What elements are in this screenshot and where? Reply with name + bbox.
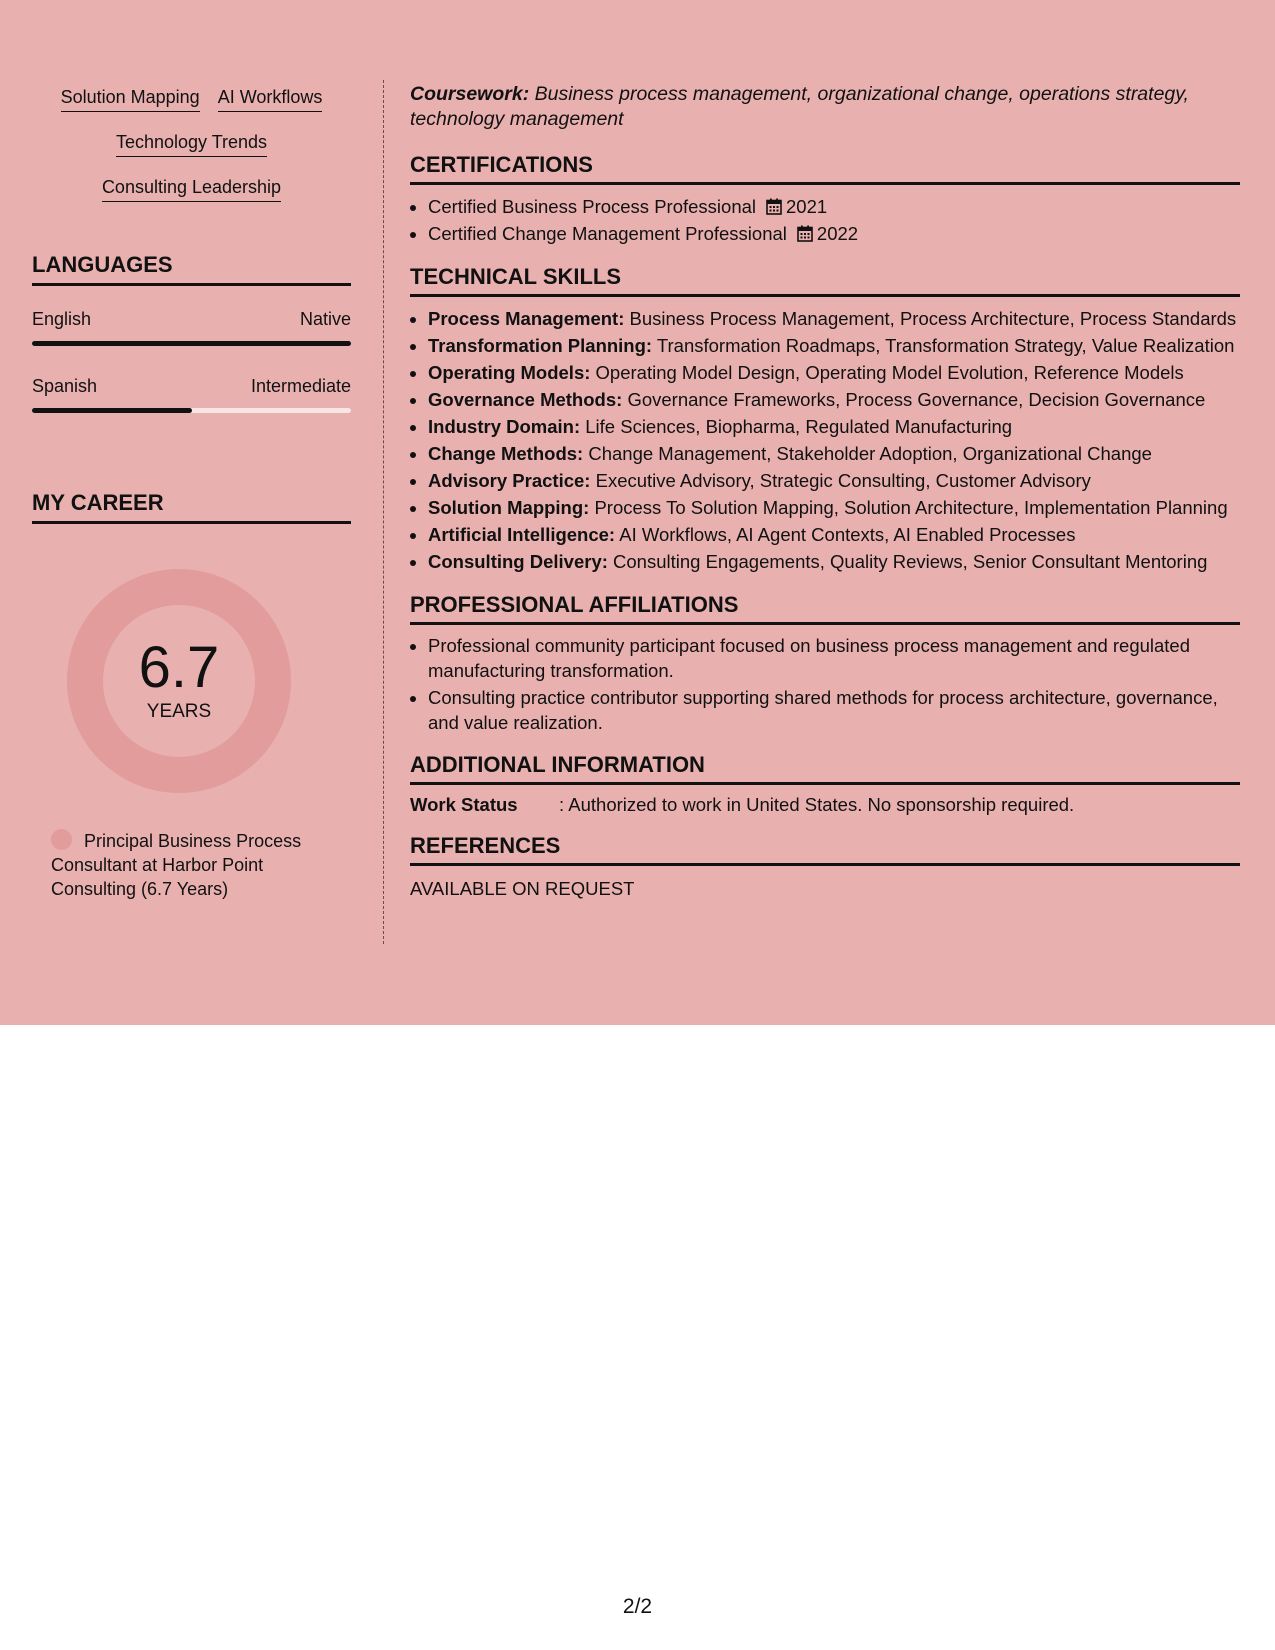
affiliations-list [410,633,1240,735]
career-years-value: 6.7 [138,635,220,700]
tag-row-2 [32,131,351,157]
dot-marker-icon [51,829,72,850]
language-bar-fill [32,408,192,413]
skill-tag: AI Workflows [218,86,323,112]
skill-text: Consulting Engagements, Quality Reviews, Senior Consultant Mentoring [613,551,1208,572]
skill-text: Governance Frameworks, Process Governance, Decision Governance [627,389,1206,410]
certification-name: Certified Business Process Professional [428,196,757,217]
skill-tag: Consulting Leadership [102,176,281,202]
tag-row-3 [32,176,351,202]
skill-label: Change Methods: [428,443,584,464]
language-level: Native [299,309,351,329]
tag-row-1 [32,86,351,112]
language-bar [32,408,351,413]
coursework [410,82,1240,132]
languages-title: LANGUAGES [32,252,351,286]
list-item [428,521,1240,548]
language-name: English [32,309,92,329]
skill-label: Operating Models: [428,362,591,383]
certification-year: 2021 [786,196,828,217]
skill-text: Transformation Roadmaps, Transformation Strategy, Value Realization [656,335,1235,356]
technical-skills-list [410,305,1240,575]
skill-text: Process To Solution Mapping, Solution Architecture, Implementation Planning [594,497,1228,518]
skill-label: Industry Domain: [428,416,581,437]
certification-year: 2022 [816,223,859,244]
list-item [428,386,1240,413]
main-content [410,82,1240,901]
page-number: 2/2 [622,1595,653,1618]
technical-skills-title: TECHNICAL SKILLS [410,264,1240,297]
work-status-value: : Authorized to work in United States. No sponsorship required. [559,794,1075,815]
list-item [428,494,1240,521]
references-title: REFERENCES [410,833,1240,866]
skill-tag: Technology Trends [116,131,267,157]
work-status-row [410,793,1240,817]
skill-text: Operating Model Design, Operating Model Evolution, Reference Models [595,362,1184,383]
column-divider [383,80,384,944]
certification-name: Certified Change Management Professional [428,223,787,244]
list-item [428,305,1240,332]
career-years-unit: YEARS [146,701,212,722]
skill-text: Life Sciences, Biopharma, Regulated Manufacturing [585,416,1013,437]
skill-text: Business Process Management, Process Architecture, Process Standards [629,308,1237,329]
references-text: AVAILABLE ON REQUEST [410,878,635,899]
coursework-label: Coursework: [410,83,530,105]
list-item [428,193,1240,220]
language-spanish [32,375,351,413]
skill-tag: Solution Mapping [61,86,200,112]
language-english [32,308,351,346]
coursework-text: Business process management, organizational change, operations strategy, technology management [410,83,1189,130]
affiliations-title: PROFESSIONAL AFFILIATIONS [410,592,1240,625]
list-item [428,413,1240,440]
skill-label: Solution Mapping: [428,497,590,518]
list-item: • Consulting practice contributor supporting shared methods for process architecture, governance, and value realization. [428,685,1240,735]
career-entry-text: Principal Business Process Consultant at Harbor Point Consulting (6.7 Years) [51,831,302,899]
list-item [428,359,1240,386]
career-years-ring [67,569,291,793]
skill-text: Change Management, Stakeholder Adoption, Organizational Change [588,443,1152,464]
language-level: Intermediate [250,376,351,396]
list-item [428,332,1240,359]
skill-label: Artificial Intelligence: [428,524,616,545]
list-item: • Professional community participant focused on business process management and regulated manufacturing transformation. [428,633,1240,683]
sidebar [32,86,351,901]
skill-label: Process Management: [428,308,625,329]
skill-label: Advisory Practice: [428,470,591,491]
skill-text: AI Workflows, AI Agent Contexts, AI Enabled Processes [619,524,1076,545]
certifications-list [410,193,1240,247]
career-entry [51,829,331,901]
language-name: Spanish [32,376,98,396]
list-item [428,548,1240,575]
calendar-icon [766,198,782,215]
skill-label: Consulting Delivery: [428,551,608,572]
skill-label: Governance Methods: [428,389,623,410]
list-item [428,467,1240,494]
list-item [428,440,1240,467]
career-title: MY CAREER [32,490,351,524]
certifications-title: CERTIFICATIONS [410,152,1240,185]
language-bar-fill [32,341,351,346]
skill-text: Executive Advisory, Strategic Consulting, Customer Advisory [595,470,1091,491]
language-bar [32,341,351,346]
additional-info-title: ADDITIONAL INFORMATION [410,752,1240,785]
list-item [428,220,1240,247]
skill-label: Transformation Planning: [428,335,653,356]
work-status-label: Work Status [410,794,518,815]
calendar-icon [797,225,813,242]
